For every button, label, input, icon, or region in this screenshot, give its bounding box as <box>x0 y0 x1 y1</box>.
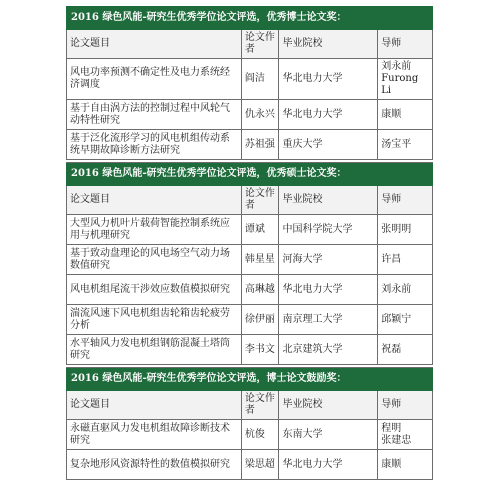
table-row <box>67 305 433 335</box>
author-cell: 苏祖强 <box>241 130 279 160</box>
section-title-row <box>67 7 433 30</box>
advisor-cell: 张明明 <box>378 215 433 245</box>
header-title: 论文题目 <box>67 391 242 420</box>
school-cell: 北京建筑大学 <box>279 335 378 365</box>
school-cell: 华北电力大学 <box>279 59 378 100</box>
header-school: 毕业院校 <box>279 391 378 420</box>
school-cell: 河海大学 <box>279 245 378 275</box>
header-row <box>67 186 433 215</box>
school-cell: 华北电力大学 <box>279 275 378 305</box>
author-cell: 阎洁 <box>241 59 279 100</box>
author-cell: 高琳越 <box>241 275 279 305</box>
thesis-title-cell: 基于自由涡方法的控制过程中风轮气动特性研究 <box>67 100 242 130</box>
thesis-title-cell: 风电功率预测不确定性及电力系统经济调度 <box>67 59 242 100</box>
advisor-cell: 康顺 <box>378 100 433 130</box>
advisor-cell: 许昌 <box>378 245 433 275</box>
advisor-cell: 程明 张建忠 <box>378 420 433 450</box>
thesis-title-cell: 复杂地形风资源特性的数值模拟研究 <box>67 450 242 480</box>
author-cell: 杭俊 <box>241 420 279 450</box>
author-cell: 韩星星 <box>241 245 279 275</box>
table-row <box>67 245 433 275</box>
thesis-title-cell: 基于致动盘理论的风电场空气动力场数值研究 <box>67 245 242 275</box>
author-cell: 梁思超 <box>241 450 279 480</box>
school-cell: 华北电力大学 <box>279 100 378 130</box>
header-advisor: 导师 <box>378 391 433 420</box>
table-row <box>67 275 433 305</box>
section-title-row <box>67 163 433 186</box>
thesis-title-cell: 永磁直驱风力发电机组故障诊断技术研究 <box>67 420 242 450</box>
thesis-title-cell: 大型风力机叶片载荷智能控制系统应用与机理研究 <box>67 215 242 245</box>
header-school: 毕业院校 <box>279 30 378 59</box>
header-advisor: 导师 <box>378 30 433 59</box>
table-row <box>67 130 433 160</box>
advisor-cell: 祝磊 <box>378 335 433 365</box>
author-cell: 谭斌 <box>241 215 279 245</box>
header-school: 毕业院校 <box>279 186 378 215</box>
header-advisor: 导师 <box>378 186 433 215</box>
advisor-cell: 邱颖宁 <box>378 305 433 335</box>
author-cell: 仇永兴 <box>241 100 279 130</box>
header-row <box>67 30 433 59</box>
author-cell: 徐伊丽 <box>241 305 279 335</box>
school-cell: 南京理工大学 <box>279 305 378 335</box>
thesis-title-cell: 湍流风速下风电机组齿轮箱齿轮疲劳分析 <box>67 305 242 335</box>
section-title-row <box>67 368 433 391</box>
award-table <box>66 6 433 480</box>
section-title: 2016 绿色风能-研究生优秀学位论文评选，优秀博士论文奖： <box>67 7 433 30</box>
header-title: 论文题目 <box>67 30 242 59</box>
section-title: 2016 绿色风能-研究生优秀学位论文评选，优秀硕士论文奖： <box>67 163 433 186</box>
section-title: 2016 绿色风能-研究生优秀学位论文评选，博士论文鼓励奖： <box>67 368 433 391</box>
table-row <box>67 100 433 130</box>
school-cell: 东南大学 <box>279 420 378 450</box>
table-row <box>67 215 433 245</box>
header-author: 论文作者 <box>241 30 279 59</box>
table-row <box>67 335 433 365</box>
school-cell: 中国科学院大学 <box>279 215 378 245</box>
thesis-title-cell: 基于泛化流形学习的风电机组传动系统早期故障诊断方法研究 <box>67 130 242 160</box>
school-cell: 华北电力大学 <box>279 450 378 480</box>
header-title: 论文题目 <box>67 186 242 215</box>
advisor-cell: 刘永前 <box>378 275 433 305</box>
thesis-title-cell: 水平轴风力发电机组钢筋混凝土塔筒研究 <box>67 335 242 365</box>
header-row <box>67 391 433 420</box>
header-author: 论文作者 <box>241 391 279 420</box>
table-row <box>67 420 433 450</box>
school-cell: 重庆大学 <box>279 130 378 160</box>
advisor-cell: 康顺 <box>378 450 433 480</box>
advisor-cell: 刘永前 Furong Li <box>378 59 433 100</box>
header-author: 论文作者 <box>241 186 279 215</box>
author-cell: 李书文 <box>241 335 279 365</box>
thesis-title-cell: 风电机组尾流干涉效应数值模拟研究 <box>67 275 242 305</box>
award-tables <box>66 6 433 480</box>
table-row <box>67 450 433 480</box>
table-row <box>67 59 433 100</box>
advisor-cell: 汤宝平 <box>378 130 433 160</box>
